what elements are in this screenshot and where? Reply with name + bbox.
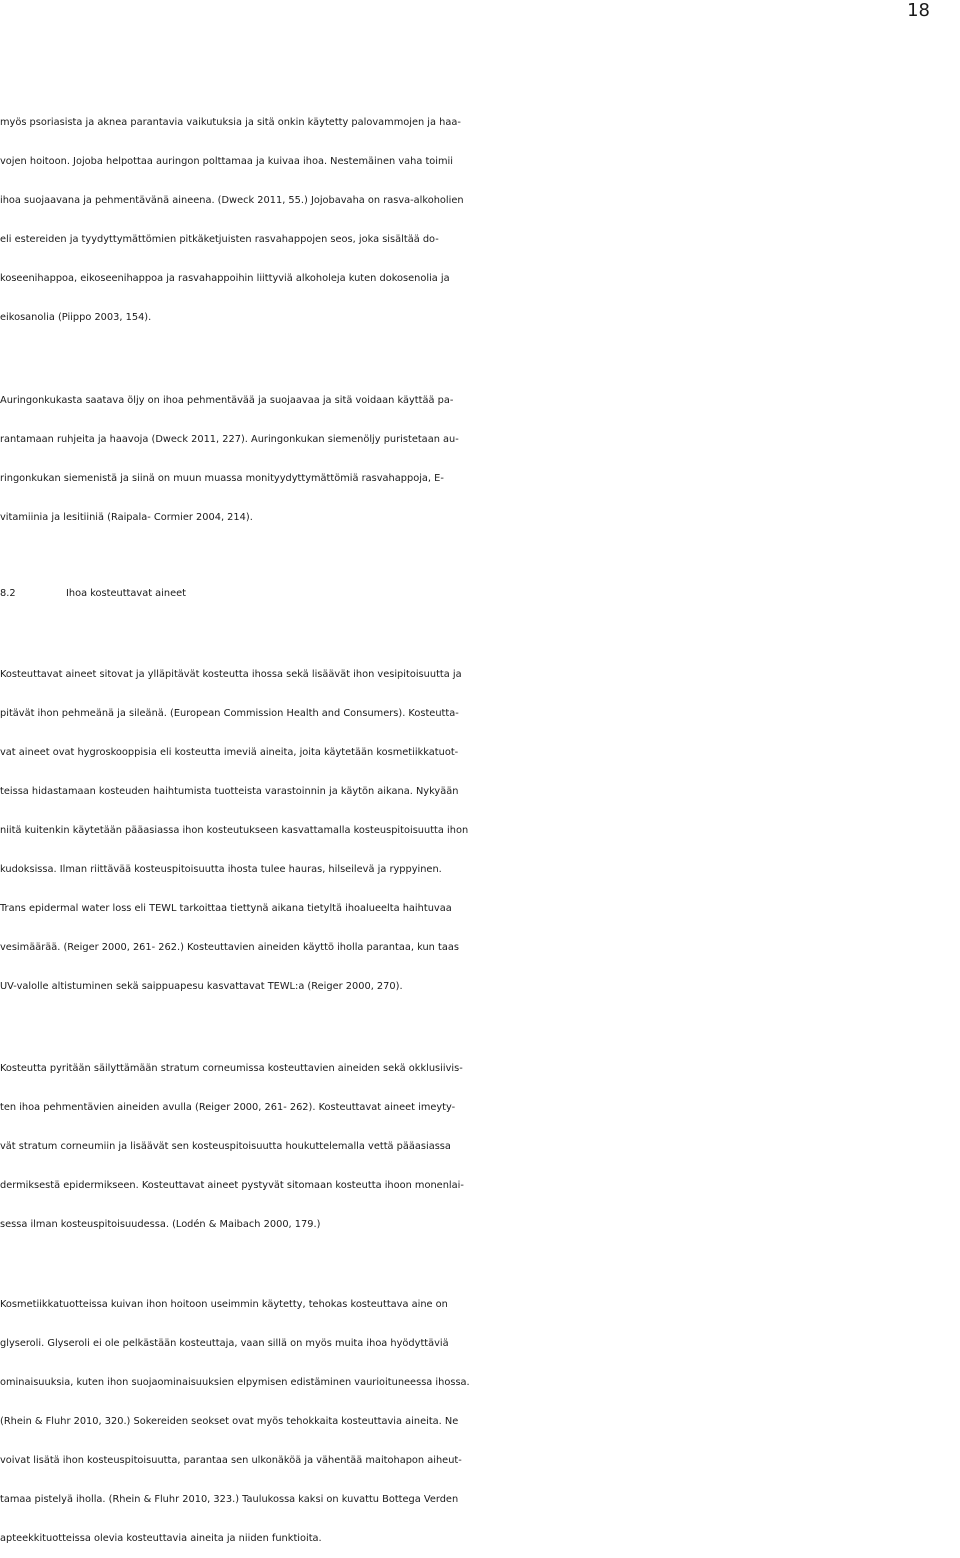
- text-line: apteekkituotteissa olevia kosteuttavia aineita ja niiden funktioita.: [0, 1533, 322, 1544]
- text-line: Kosteutta pyritään säilyttämään stratum corneumissa kosteuttavien aineiden sekä okklusiivis-: [0, 1063, 463, 1074]
- text-line: Kosteuttavat aineet sitovat ja ylläpitävät kosteutta ihossa sekä lisäävät ihon vesipitoisuutta ja: [0, 669, 462, 680]
- section-number: 8.2: [0, 588, 16, 599]
- paragraph-sunflower: [0, 381, 960, 537]
- paragraph-moisturizers: [0, 655, 960, 1006]
- text-line: glyseroli. Glyseroli ei ole pelkästään kosteuttaja, vaan sillä on myös muita ihoa hyödyttäviä: [0, 1338, 449, 1349]
- text-line: eikosanolia (Piippo 2003, 154).: [0, 312, 152, 323]
- page-number: 18: [907, 0, 930, 21]
- text-line: ihoa suojaavana ja pehmentävänä aineena. (Dweck 2011, 55.) Jojobavaha on rasva-alkoholien: [0, 195, 464, 206]
- text-line: eli estereiden ja tyydyttymättömien pitkäketjuisten rasvahappojen seos, joka sisältää do-: [0, 234, 439, 245]
- text-line: vat aineet ovat hygroskooppisia eli kosteutta imeviä aineita, joita käytetään kosmetiikkatuot-: [0, 747, 459, 758]
- text-line: Kosmetiikkatuotteissa kuivan ihon hoitoon useimmin käytetty, tehokas kosteuttava aine on: [0, 1299, 448, 1310]
- text-line: myös psoriasista ja aknea parantavia vaikutuksia ja sitä onkin käytetty palovammojen ja haa-: [0, 117, 461, 128]
- text-line: ringonkukan siemenistä ja siinä on muun muassa monityydyttymättömiä rasvahappoja, E-: [0, 473, 444, 484]
- section-title: Ihoa kosteuttavat aineet: [66, 588, 186, 599]
- text-line: vesimäärää. (Reiger 2000, 261- 262.) Kosteuttavien aineiden käyttö iholla parantaa, kun taas: [0, 942, 459, 953]
- text-line: teissa hidastamaan kosteuden haihtumista tuotteista varastoinnin ja käytön aikana. Nykyään: [0, 786, 459, 797]
- paragraph-stratum-corneum: [0, 1049, 960, 1244]
- text-line: vät stratum corneumiin ja lisäävät sen kosteuspitoisuutta houkuttelemalla vettä pääasiassa: [0, 1141, 451, 1152]
- text-line: pitävät ihon pehmeänä ja sileänä. (European Commission Health and Consumers). Kosteutta-: [0, 708, 459, 719]
- text-line: voivat lisätä ihon kosteuspitoisuutta, parantaa sen ulkonäköä ja vähentää maitohapon aiheut-: [0, 1455, 462, 1466]
- text-line: (Rhein & Fluhr 2010, 320.) Sokereiden seokset ovat myös tehokkaita kosteuttavia aineita. Ne: [0, 1416, 459, 1427]
- text-line: Auringonkukasta saatava öljy on ihoa pehmentävää ja suojaavaa ja sitä voidaan käyttää pa-: [0, 395, 454, 406]
- text-line: dermiksestä epidermikseen. Kosteuttavat aineet pystyvät sitomaan kosteutta ihoon monenlai-: [0, 1180, 464, 1191]
- text-line: ten ihoa pehmentävien aineiden avulla (Reiger 2000, 261- 262). Kosteuttavat aineet imeyty-: [0, 1102, 456, 1113]
- text-line: ominaisuuksia, kuten ihon suojaominaisuuksien elpymisen edistäminen vaurioituneessa ihossa.: [0, 1377, 470, 1388]
- text-line: vojen hoitoon. Jojoba helpottaa auringon polttamaa ja kuivaa ihoa. Nestemäinen vaha toimii: [0, 156, 454, 167]
- text-line: sessa ilman kosteuspitoisuudessa. (Lodén & Maibach 2000, 179.): [0, 1219, 321, 1230]
- text-line: kudoksissa. Ilman riittävää kosteuspitoisuutta ihosta tulee hauras, hilseilevä ja ryppyinen.: [0, 864, 442, 875]
- text-line: niitä kuitenkin käytetään pääasiassa ihon kosteutukseen kasvattamalla kosteuspitoisuutta ihon: [0, 825, 469, 836]
- section-heading: [0, 578, 960, 610]
- text-line: Trans epidermal water loss eli TEWL tarkoittaa tiettynä aikana tietyltä ihoalueelta haihtuvaa: [0, 903, 452, 914]
- text-line: vitamiinia ja lesitiiniä (Raipala- Cormier 2004, 214).: [0, 512, 253, 523]
- text-line: koseenihappoa, eikoseenihappoa ja rasvahappoihin liittyviä alkoholeja kuten dokosenolia ja: [0, 273, 450, 284]
- paragraph-jojoba: [0, 103, 960, 337]
- text-line: rantamaan ruhjeita ja haavoja (Dweck 2011, 227). Auringonkukan siemenöljy puristetaan au-: [0, 434, 459, 445]
- text-line: UV-valolle altistuminen sekä saippuapesu kasvattavat TEWL:a (Reiger 2000, 270).: [0, 981, 403, 992]
- text-line: tamaa pistelyä iholla. (Rhein & Fluhr 2010, 323.) Taulukossa kaksi on kuvattu Bottega Verden: [0, 1494, 459, 1505]
- paragraph-glycerol: [0, 1285, 960, 1558]
